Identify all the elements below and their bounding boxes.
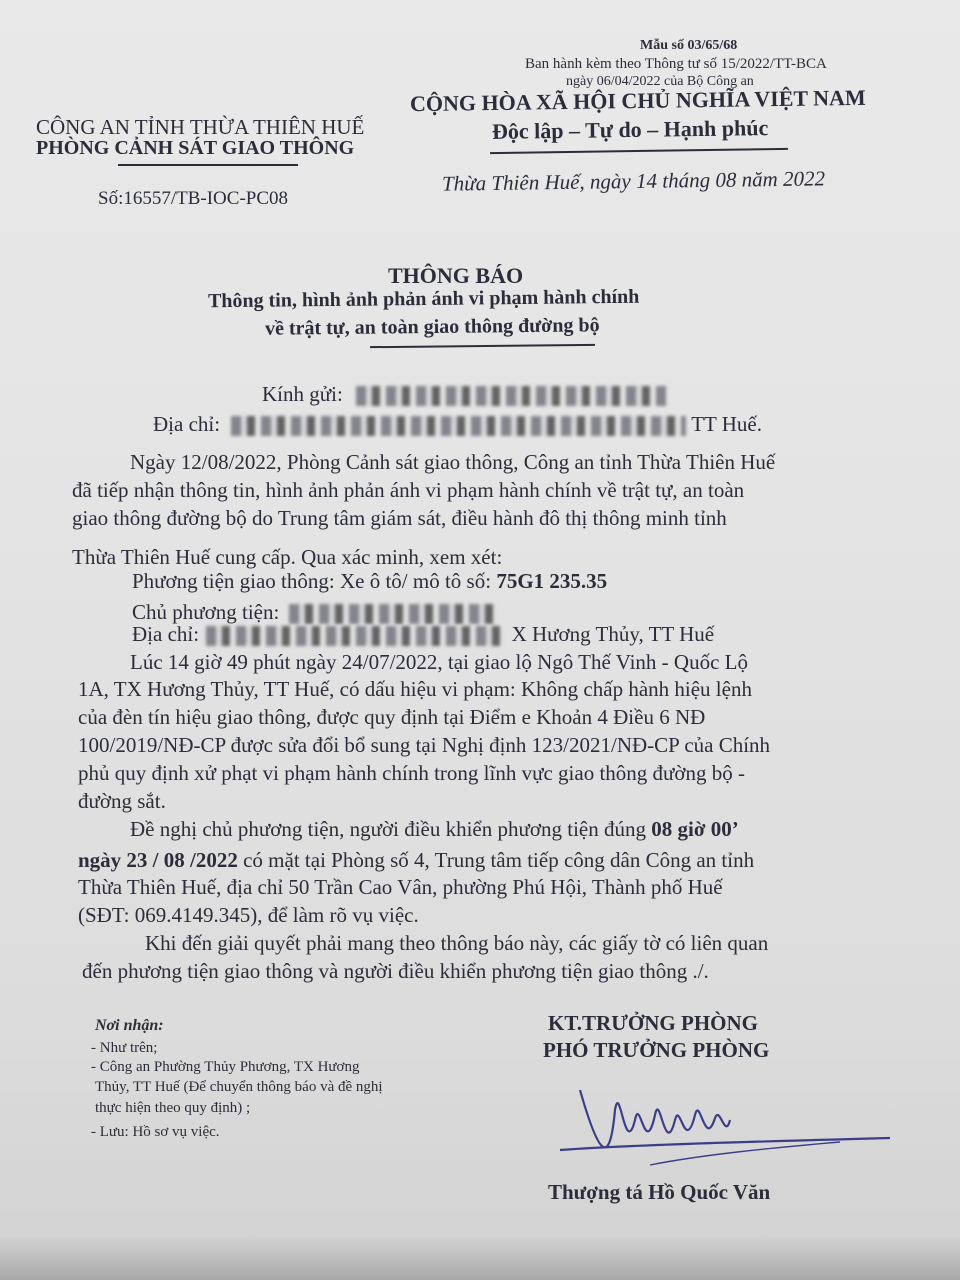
- doc-subtitle-1: Thông tin, hình ảnh phản ánh vi phạm hành chính: [207, 285, 640, 313]
- signature-title-2: PHÓ TRƯỞNG PHÒNG: [543, 1038, 770, 1062]
- owner-label: Chủ phương tiện:: [132, 600, 280, 624]
- recipient-address: [153, 410, 762, 438]
- doc-subtitle-2: về trật tự, an toàn giao thông đường bộ: [264, 314, 600, 340]
- address-label: Địa chỉ:: [153, 412, 221, 436]
- body-p3-l4: (SĐT: 069.4149.345), để làm rõ vụ việc.: [78, 903, 419, 927]
- recipients-item-1: - Như trên;: [91, 1040, 158, 1056]
- owner-address-tail: X Hương Thủy, TT Huế: [511, 622, 715, 646]
- recipients-item-2-l1: - Công an Phường Thủy Phương, TX Hương: [91, 1059, 360, 1075]
- signature-title-1: KT.TRƯỞNG PHÒNG: [548, 1011, 758, 1035]
- vehicle-line: [132, 567, 607, 595]
- redacted-owner-address: [206, 626, 506, 646]
- to-label: Kính gửi:: [262, 382, 343, 406]
- body-p3-l3: Thừa Thiên Huế, địa chỉ 50 Trần Cao Vân, phường Phú Hội, Thành phố Huế: [78, 875, 723, 899]
- license-plate: 75G1 235.35: [496, 569, 608, 593]
- body-p3-l1: [130, 815, 739, 843]
- appointment-date: ngày 23 / 08 /2022: [78, 848, 238, 872]
- recipient-to-label: [262, 380, 666, 408]
- recipients-item-2-l3: thực hiện theo quy định) ;: [95, 1100, 251, 1116]
- photo-shadow: [0, 1235, 960, 1280]
- body-p2-l5: phủ quy định xử phạt vi phạm hành chính trong lĩnh vực giao thông đường bộ -: [78, 761, 746, 785]
- nation-motto: Độc lập – Tự do – Hạnh phúc: [491, 115, 769, 144]
- body-p2-l3: của đèn tín hiệu giao thông, được quy định tại Điểm e Khoản 4 Điều 6 NĐ: [78, 705, 706, 729]
- place-date: Thừa Thiên Huế, ngày 14 tháng 08 năm 2022: [441, 166, 826, 196]
- body-p1-l4: Thừa Thiên Huế cung cấp. Qua xác minh, xem xét:: [72, 545, 503, 569]
- owner-address-line: [132, 620, 714, 648]
- body-p2-l4: 100/2019/NĐ-CP được sửa đổi bổ sung tại Nghị định 123/2021/NĐ-CP của Chính: [78, 733, 771, 757]
- p3-l2-text: có mặt tại Phòng số 4, Trung tâm tiếp công dân Công an tỉnh: [237, 848, 755, 872]
- body-p3-l2: [78, 846, 754, 874]
- recipients-item-2-l2: Thủy, TT Huế (Để chuyển thông báo và đề nghị: [95, 1079, 383, 1095]
- motto-underline: [490, 148, 788, 154]
- signatory-name: Thượng tá Hồ Quốc Văn: [548, 1180, 771, 1204]
- recipients-item-3: - Lưu: Hồ sơ vụ việc.: [91, 1124, 220, 1140]
- title-underline: [370, 344, 595, 348]
- body-p2-l1: Lúc 14 giờ 49 phút ngày 24/07/2022, tại giao lộ Ngô Thế Vinh - Quốc Lộ: [130, 650, 748, 674]
- vehicle-label: Phương tiện giao thông: Xe ô tô/ mô tô số:: [132, 569, 492, 593]
- form-number: Mẫu số 03/65/68: [640, 38, 738, 53]
- recipients-heading: Nơi nhận:: [95, 1017, 164, 1034]
- agency-line1: CÔNG AN TỈNH THỪA THIÊN HUẾ: [36, 115, 365, 139]
- body-p2-l2: 1A, TX Hương Thủy, TT Huế, có dấu hiệu vi phạm: Không chấp hành hiệu lệnh: [78, 677, 752, 701]
- body-p1-l1: Ngày 12/08/2022, Phòng Cảnh sát giao thông, Công an tỉnh Thừa Thiên Huế: [130, 450, 776, 474]
- agency-underline: [118, 164, 298, 166]
- p3-l1-text: Đề nghị chủ phương tiện, người điều khiển phương tiện đúng: [130, 817, 652, 841]
- body-p4-l2: đến phương tiện giao thông và người điều khiển phương tiện giao thông ./.: [82, 959, 709, 983]
- body-p1-l2: đã tiếp nhận thông tin, hình ảnh phản ánh vi phạm hành chính về trật tự, an toàn: [72, 478, 745, 502]
- form-issued-date: ngày 06/04/2022 của Bộ Công an: [566, 74, 754, 89]
- appointment-time: 08 giờ 00’: [651, 817, 739, 841]
- redacted-recipient-address: [231, 416, 686, 436]
- redacted-recipient-name: [356, 386, 666, 406]
- handwritten-signature: [540, 1070, 900, 1180]
- body-p2-l6: đường sắt.: [78, 789, 166, 813]
- owner-address-label: Địa chỉ:: [132, 622, 200, 646]
- body-p4-l1: Khi đến giải quyết phải mang theo thông báo này, các giấy tờ có liên quan: [145, 931, 769, 955]
- document-number: Số:16557/TB-IOC-PC08: [98, 188, 289, 209]
- address-tail: TT Huế.: [691, 412, 762, 436]
- agency-line2: PHÒNG CẢNH SÁT GIAO THÔNG: [36, 137, 355, 159]
- body-p1-l3: giao thông đường bộ do Trung tâm giám sát, điều hành đô thị thông minh tỉnh: [72, 506, 727, 530]
- nation-title: CỘNG HÒA XÃ HỘI CHỦ NGHĨA VIỆT NAM: [409, 84, 866, 117]
- form-issued-with: Ban hành kèm theo Thông tư số 15/2022/TT-BCA: [525, 56, 827, 72]
- doc-title: THÔNG BÁO: [388, 263, 524, 288]
